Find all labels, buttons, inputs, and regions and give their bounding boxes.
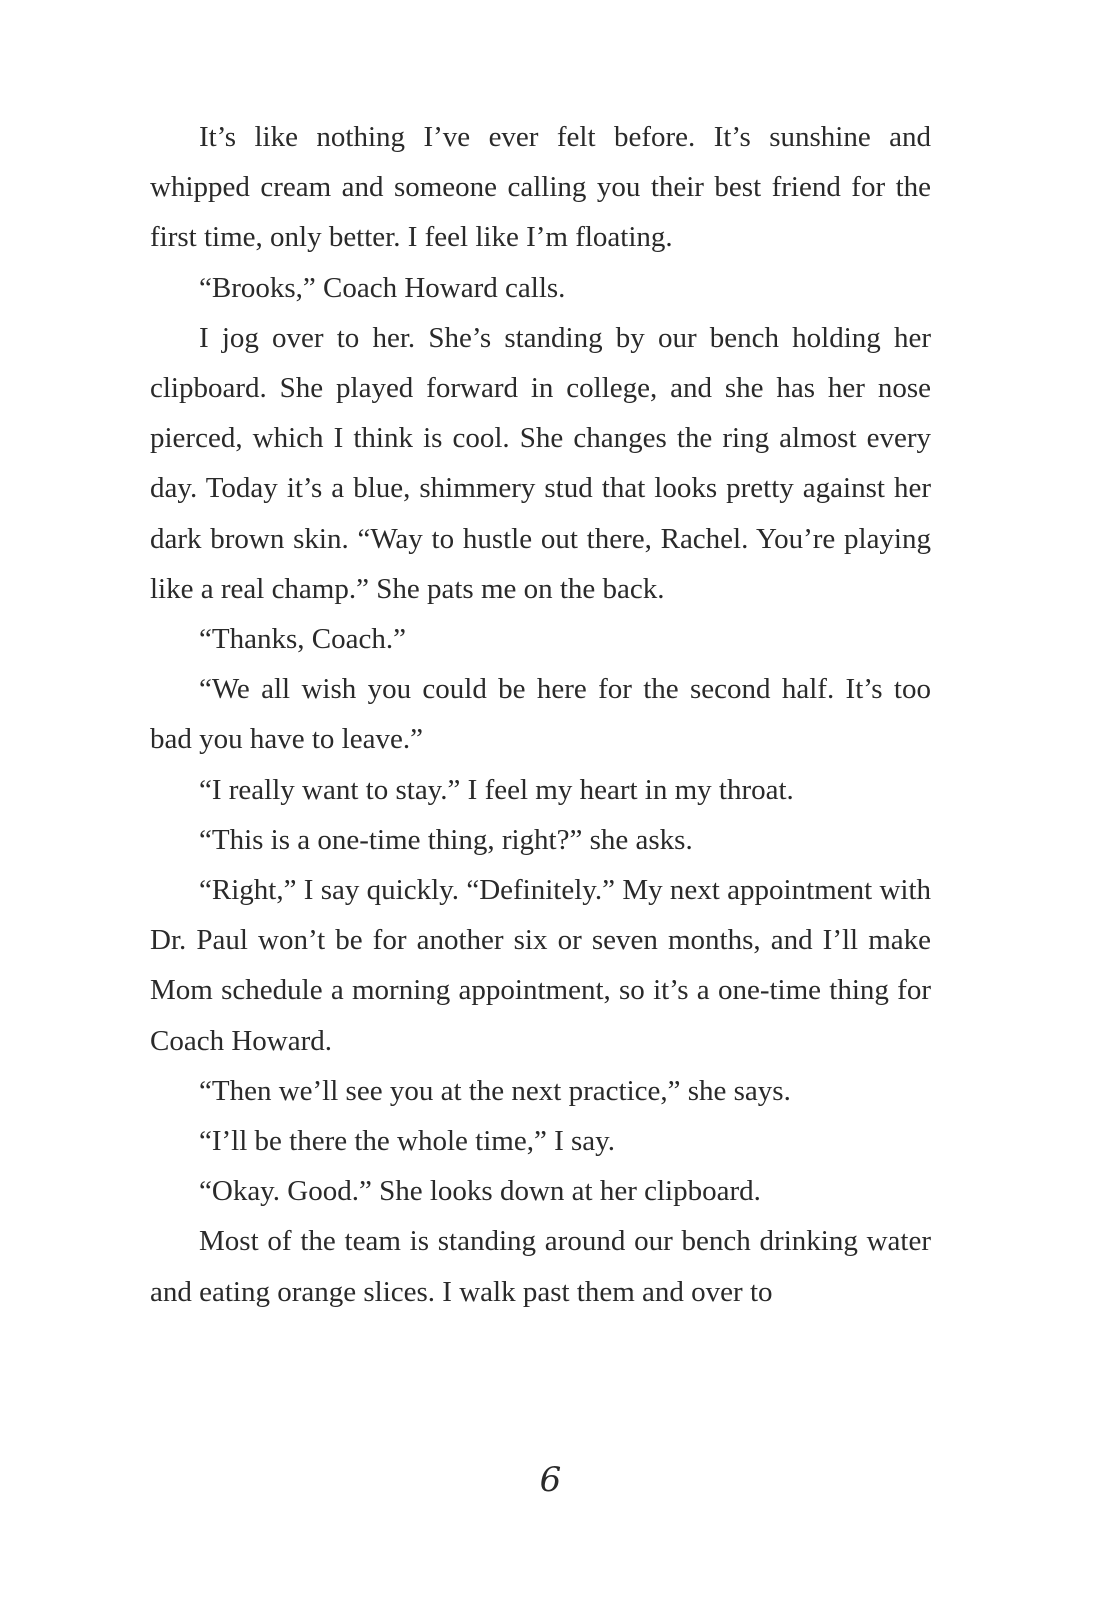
paragraph: “Then we’ll see you at the next practice,” she says. [199, 1074, 791, 1107]
paragraph: It’s like nothing I’ve ever felt before. It’s sunshine and whipped cream and someone calling you their best friend for the first time, only better. I feel like I’m floating. [150, 121, 931, 254]
paragraph: “I’ll be there the whole time,” I say. [199, 1125, 616, 1158]
page-number: 6 [539, 1460, 562, 1500]
paragraph: “Okay. Good.” She looks down at her clipboard. [199, 1175, 761, 1208]
paragraph: “We all wish you could be here for the second half. It’s too bad you have to leave.” [150, 673, 931, 756]
paragraph: I jog over to her. She’s standing by our bench holding her clipboard. She played forward in college, and she has her nose pierced, which I think is cool. She changes the ring almost every day. Today it’s a blue, shimmery stud that looks pretty against her dark brown skin. “Way to hustle out there, Rachel. You’re playing like a real champ.” She pats me on the back. [150, 321, 931, 605]
paragraph: “This is a one-time thing, right?” she asks. [199, 823, 693, 856]
paragraph: “I really want to stay.” I feel my heart in my throat. [199, 773, 794, 806]
body-text [150, 112, 931, 1317]
paragraph: “Right,” I say quickly. “Definitely.” My next appointment with Dr. Paul won’t be for another six or seven months, and I’ll make Mom schedule a morning appointment, so it’s a one-time thing for Coach Howard. [150, 874, 931, 1057]
paragraph: Most of the team is standing around our bench drinking water and eating orange slices. I walk past them and over to [150, 1225, 931, 1308]
paragraph: “Brooks,” Coach Howard calls. [199, 271, 566, 304]
paragraph: “Thanks, Coach.” [199, 623, 406, 656]
